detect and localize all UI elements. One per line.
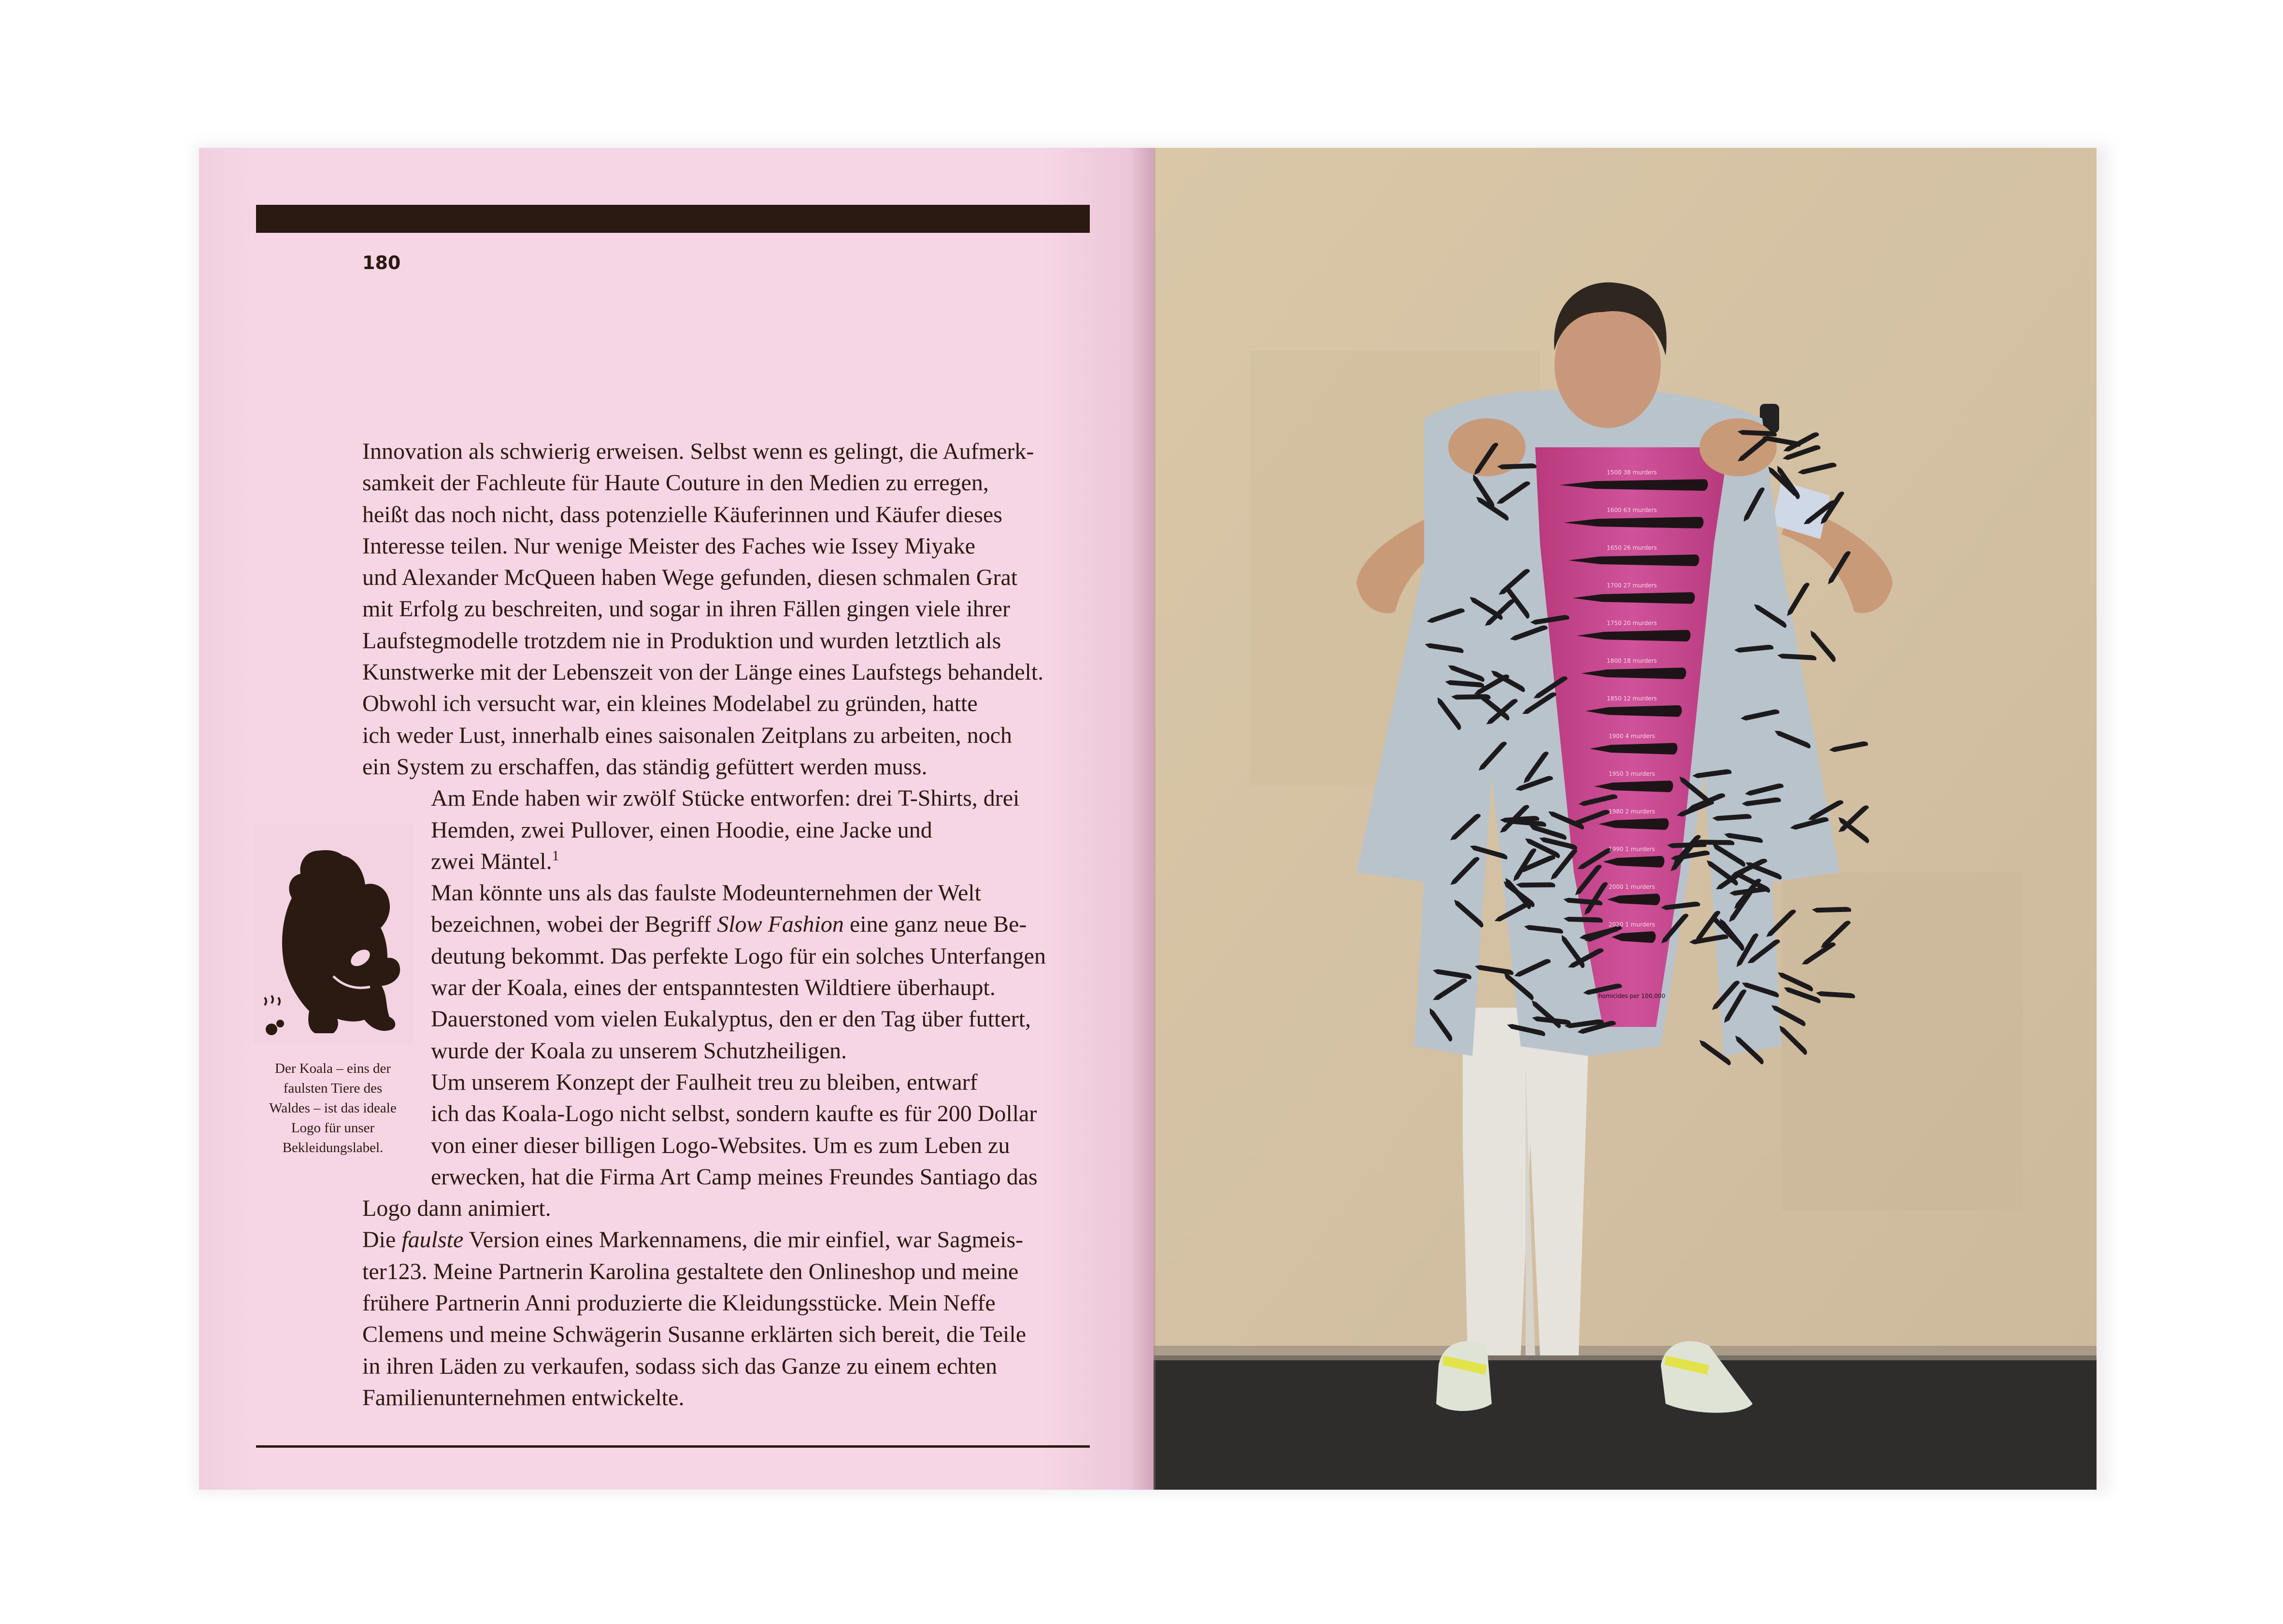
body-line: Innovation als schwierig erweisen. Selbst wenn es gelingt, die Aufmerk-	[362, 439, 1034, 464]
koala-logo-icon	[261, 831, 411, 1044]
scarf-label: 1980 2 murders	[1608, 808, 1655, 815]
scarf-label: 1850 12 murders	[1607, 695, 1657, 702]
body-line: Obwohl ich versucht war, ein kleines Modelabel zu gründen, hatte	[362, 691, 978, 717]
body-line: heißt das noch nicht, dass potenzielle Käuferinnen und Käufer dieses	[362, 501, 1002, 527]
body-line: Familienunternehmen entwickelte.	[362, 1384, 685, 1410]
body-line: wurde der Koala zu unserem Schutzheiligen.	[431, 1038, 847, 1064]
scarf-label: 1800 18 murders	[1607, 657, 1657, 664]
body-line: ich das Koala-Logo nicht selbst, sondern kaufte es für 200 Dollar	[431, 1101, 1037, 1127]
scarf-label: 2000 1 murders	[1608, 883, 1655, 890]
emphasis: Slow Fashion	[717, 912, 844, 938]
caption-line: Logo für unser	[291, 1120, 375, 1136]
body-line: mit Erfolg zu beschreiten, und sogar in ihren Fällen gingen viele ihrer	[362, 596, 1010, 622]
scarf-label: 1650 26 murders	[1607, 544, 1657, 551]
emphasis: faulste	[401, 1227, 464, 1253]
body-line: bezeichnen, wobei der Begriff Slow Fashion eine ganz neue Be-	[431, 912, 1027, 938]
body-line: Logo dann animiert.	[362, 1196, 551, 1222]
body-line: Die faulste Version eines Markennamens, die mir einfiel, war Sagmeis-	[362, 1227, 1024, 1253]
footnote-marker: 1	[552, 847, 559, 864]
scarf-label: 1600 63 murders	[1607, 507, 1657, 513]
body-line: ein System zu erschaffen, das ständig gefüttert werden muss.	[362, 754, 927, 780]
body-line: Am Ende haben wir zwölf Stücke entworfen: drei T-Shirts, drei	[431, 785, 1020, 812]
body-line: ter123. Meine Partnerin Karolina gestaltete den Onlineshop und meine	[362, 1258, 1019, 1284]
right-hand	[1699, 418, 1777, 476]
body-line: Clemens und meine Schwägerin Susanne erklärten sich bereit, die Teile	[362, 1322, 1026, 1348]
body-line: von einer dieser billigen Logo-Websites. Um es zum Leben zu	[431, 1132, 1010, 1158]
scarf-label: 2020 1 murders	[1608, 921, 1655, 928]
ground	[1154, 1355, 2097, 1490]
caption-line: faulsten Tiere des	[283, 1081, 383, 1096]
koala-caption	[253, 1059, 413, 1158]
body-line: Hemden, zwei Pullover, einen Hoodie, eine Jacke und	[431, 817, 932, 843]
footer-rule	[256, 1445, 1090, 1448]
body-line: in ihren Läden zu verkaufen, sodass sich das Ganze zu einem echten	[362, 1353, 998, 1379]
body-line: Laufstegmodelle trotzdem nie in Produktion und wurden letztlich als	[362, 627, 1001, 654]
scarf-label: 1950 3 murders	[1608, 770, 1655, 777]
scarf-label: 1900 4 murders	[1608, 733, 1655, 740]
body-line: und Alexander McQueen haben Wege gefunden, diesen schmalen Grat	[362, 565, 1018, 591]
body-line: war der Koala, eines der entspanntesten Wildtiere überhaupt.	[431, 975, 996, 1001]
header-rule	[256, 205, 1090, 233]
body-line: deutung bekommt. Das perfekte Logo für ein solches Unterfangen	[431, 943, 1046, 969]
scarf-label: 1990 1 murders	[1608, 846, 1655, 853]
body-line: zwei Mäntel.$^1$	[431, 847, 559, 874]
photo-man-holding-coat	[1154, 148, 2097, 1490]
caption-line: Waldes – ist das ideale	[269, 1100, 397, 1116]
wall-stain-2	[1782, 872, 2023, 1211]
scarf-label: 1700 27 murders	[1607, 582, 1657, 589]
scarf-label: 1500 38 murders	[1607, 469, 1657, 476]
left-page	[199, 148, 1154, 1490]
body-line: Man könnte uns als das faulste Modeunternehmen der Welt	[431, 880, 981, 906]
body-line: Interesse teilen. Nur wenige Meister des Faches wie Issey Miyake	[362, 533, 975, 559]
scarf-label: 1750 20 murders	[1607, 620, 1657, 627]
scarf-footer: homicides per 100,000	[1598, 993, 1666, 999]
body-line: samkeit der Fachleute für Haute Couture in den Medien zu erregen,	[362, 470, 989, 496]
body-line: Kunstwerke mit der Lebenszeit von der Länge eines Laufstegs behandelt.	[362, 659, 1044, 685]
body-line: ich weder Lust, innerhalb eines saisonalen Zeitplans zu arbeiten, noch	[362, 722, 1012, 748]
body-line: Dauerstoned vom vielen Eukalyptus, den er den Tag über futtert,	[431, 1006, 1031, 1032]
page-number: 180	[362, 252, 401, 273]
body-line: frühere Partnerin Anni produzierte die Kleidungsstücke. Mein Neffe	[362, 1290, 996, 1316]
caption-line: Der Koala – eins der	[275, 1061, 391, 1076]
body-line: erwecken, hat die Firma Art Camp meines Freundes Santiago das	[431, 1164, 1038, 1190]
caption-line: Bekleidungslabel.	[282, 1140, 384, 1155]
body-line: Um unserem Konzept der Faulheit treu zu bleiben, entwarf	[431, 1069, 978, 1095]
gutter-shadow	[1130, 148, 1156, 1490]
body-text	[362, 436, 1092, 1413]
